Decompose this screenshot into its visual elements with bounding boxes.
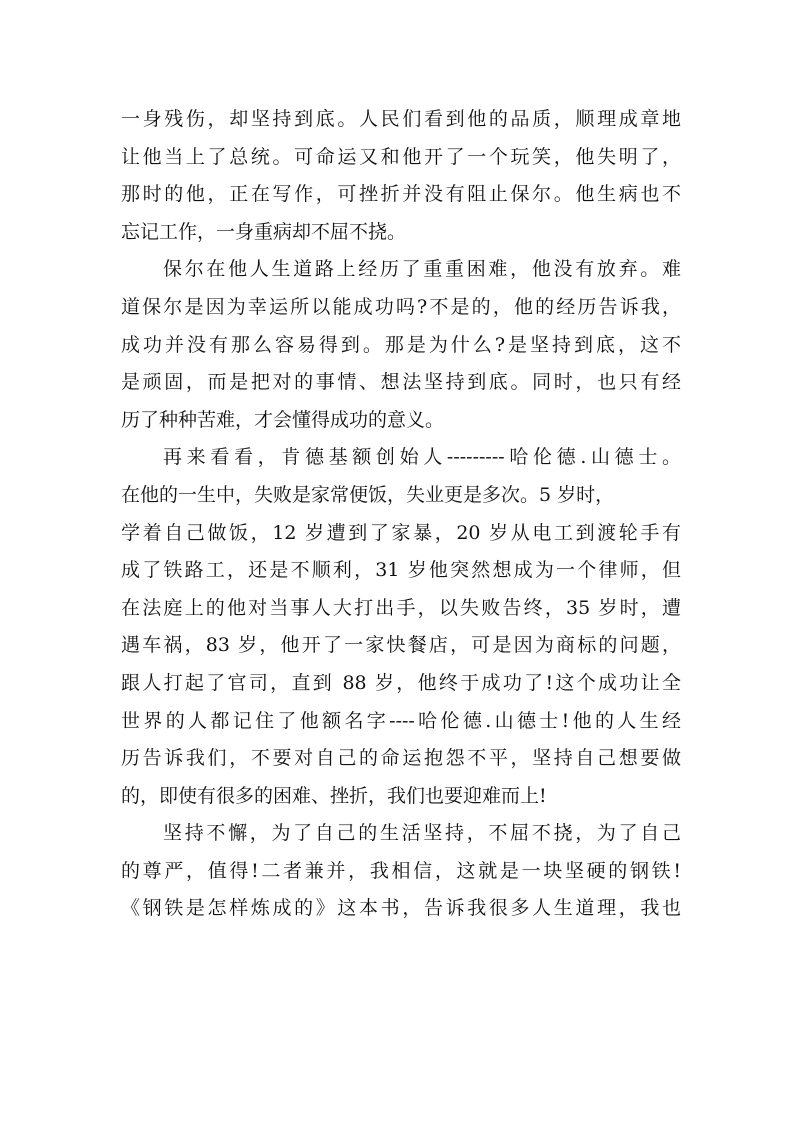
text-line: 道保尔是因为幸运所以能成功吗?不是的，他的经历告诉我， <box>121 295 681 318</box>
text-line: 那时的他，正在写作，可挫折并没有阻止保尔。他生病也不 <box>121 183 681 206</box>
text-line: 的尊严，值得!二者兼并，我相信，这就是一块坚硬的钢铁! <box>121 859 681 882</box>
text-line: 遇车祸，83 岁，他开了一家快餐店，可是因为商标的问题， <box>121 634 681 657</box>
text-line: 在他的一生中，失败是家常便饭，失业更是多次。5 岁时， <box>121 483 615 506</box>
paragraph-first-line: 保尔在他人生道路上经历了重重困难，他没有放弃。难 <box>163 258 681 281</box>
text-line: 的，即使有很多的困难、挫折，我们也要迎难而上! <box>121 784 547 807</box>
text-line: 是顽固，而是把对的事情、想法坚持到底。同时，也只有经 <box>121 371 681 394</box>
text-line: 跟人打起了官司，直到 88 岁，他终于成功了!这个成功让全 <box>121 671 681 694</box>
text-line: 一身残伤，却坚持到底。人民们看到他的品质，顺理成章地 <box>121 108 681 130</box>
text-line: 让他当上了总统。可命运又和他开了一个玩笑，他失明了， <box>121 145 681 168</box>
text-line: 忘记工作，一身重病却不屈不挠。 <box>121 220 407 243</box>
text-line: 历告诉我们，不要对自己的命运抱怨不平，坚持自己想要做 <box>121 747 681 770</box>
text-line: 世界的人都记住了他额名字----哈伦德.山德士!他的人生经 <box>121 709 681 732</box>
text-line: 成功并没有那么容易得到。那是为什么?是坚持到底，这不 <box>121 333 681 356</box>
text-line: 历了种种苦难，才会懂得成功的意义。 <box>121 408 445 431</box>
document-body <box>121 101 681 928</box>
text-line: 在法庭上的他对当事人大打出手，以失败告终，35 岁时，遭 <box>121 596 681 619</box>
text-line: 成了铁路工，还是不顺利，31 岁他突然想成为一个律师，但 <box>121 559 681 582</box>
paragraph-first-line: 坚持不懈，为了自己的生活坚持，不屈不挠，为了自己 <box>163 822 681 845</box>
paragraph-first-line: 再来看看，肯德基额创始人---------哈伦德.山德士。 <box>163 446 681 469</box>
text-line: 《钢铁是怎样炼成的》这本书，告诉我很多人生道理，我也 <box>121 897 681 920</box>
text-line: 学着自己做饭，12 岁遭到了家暴，20 岁从电工到渡轮手有 <box>121 521 681 544</box>
